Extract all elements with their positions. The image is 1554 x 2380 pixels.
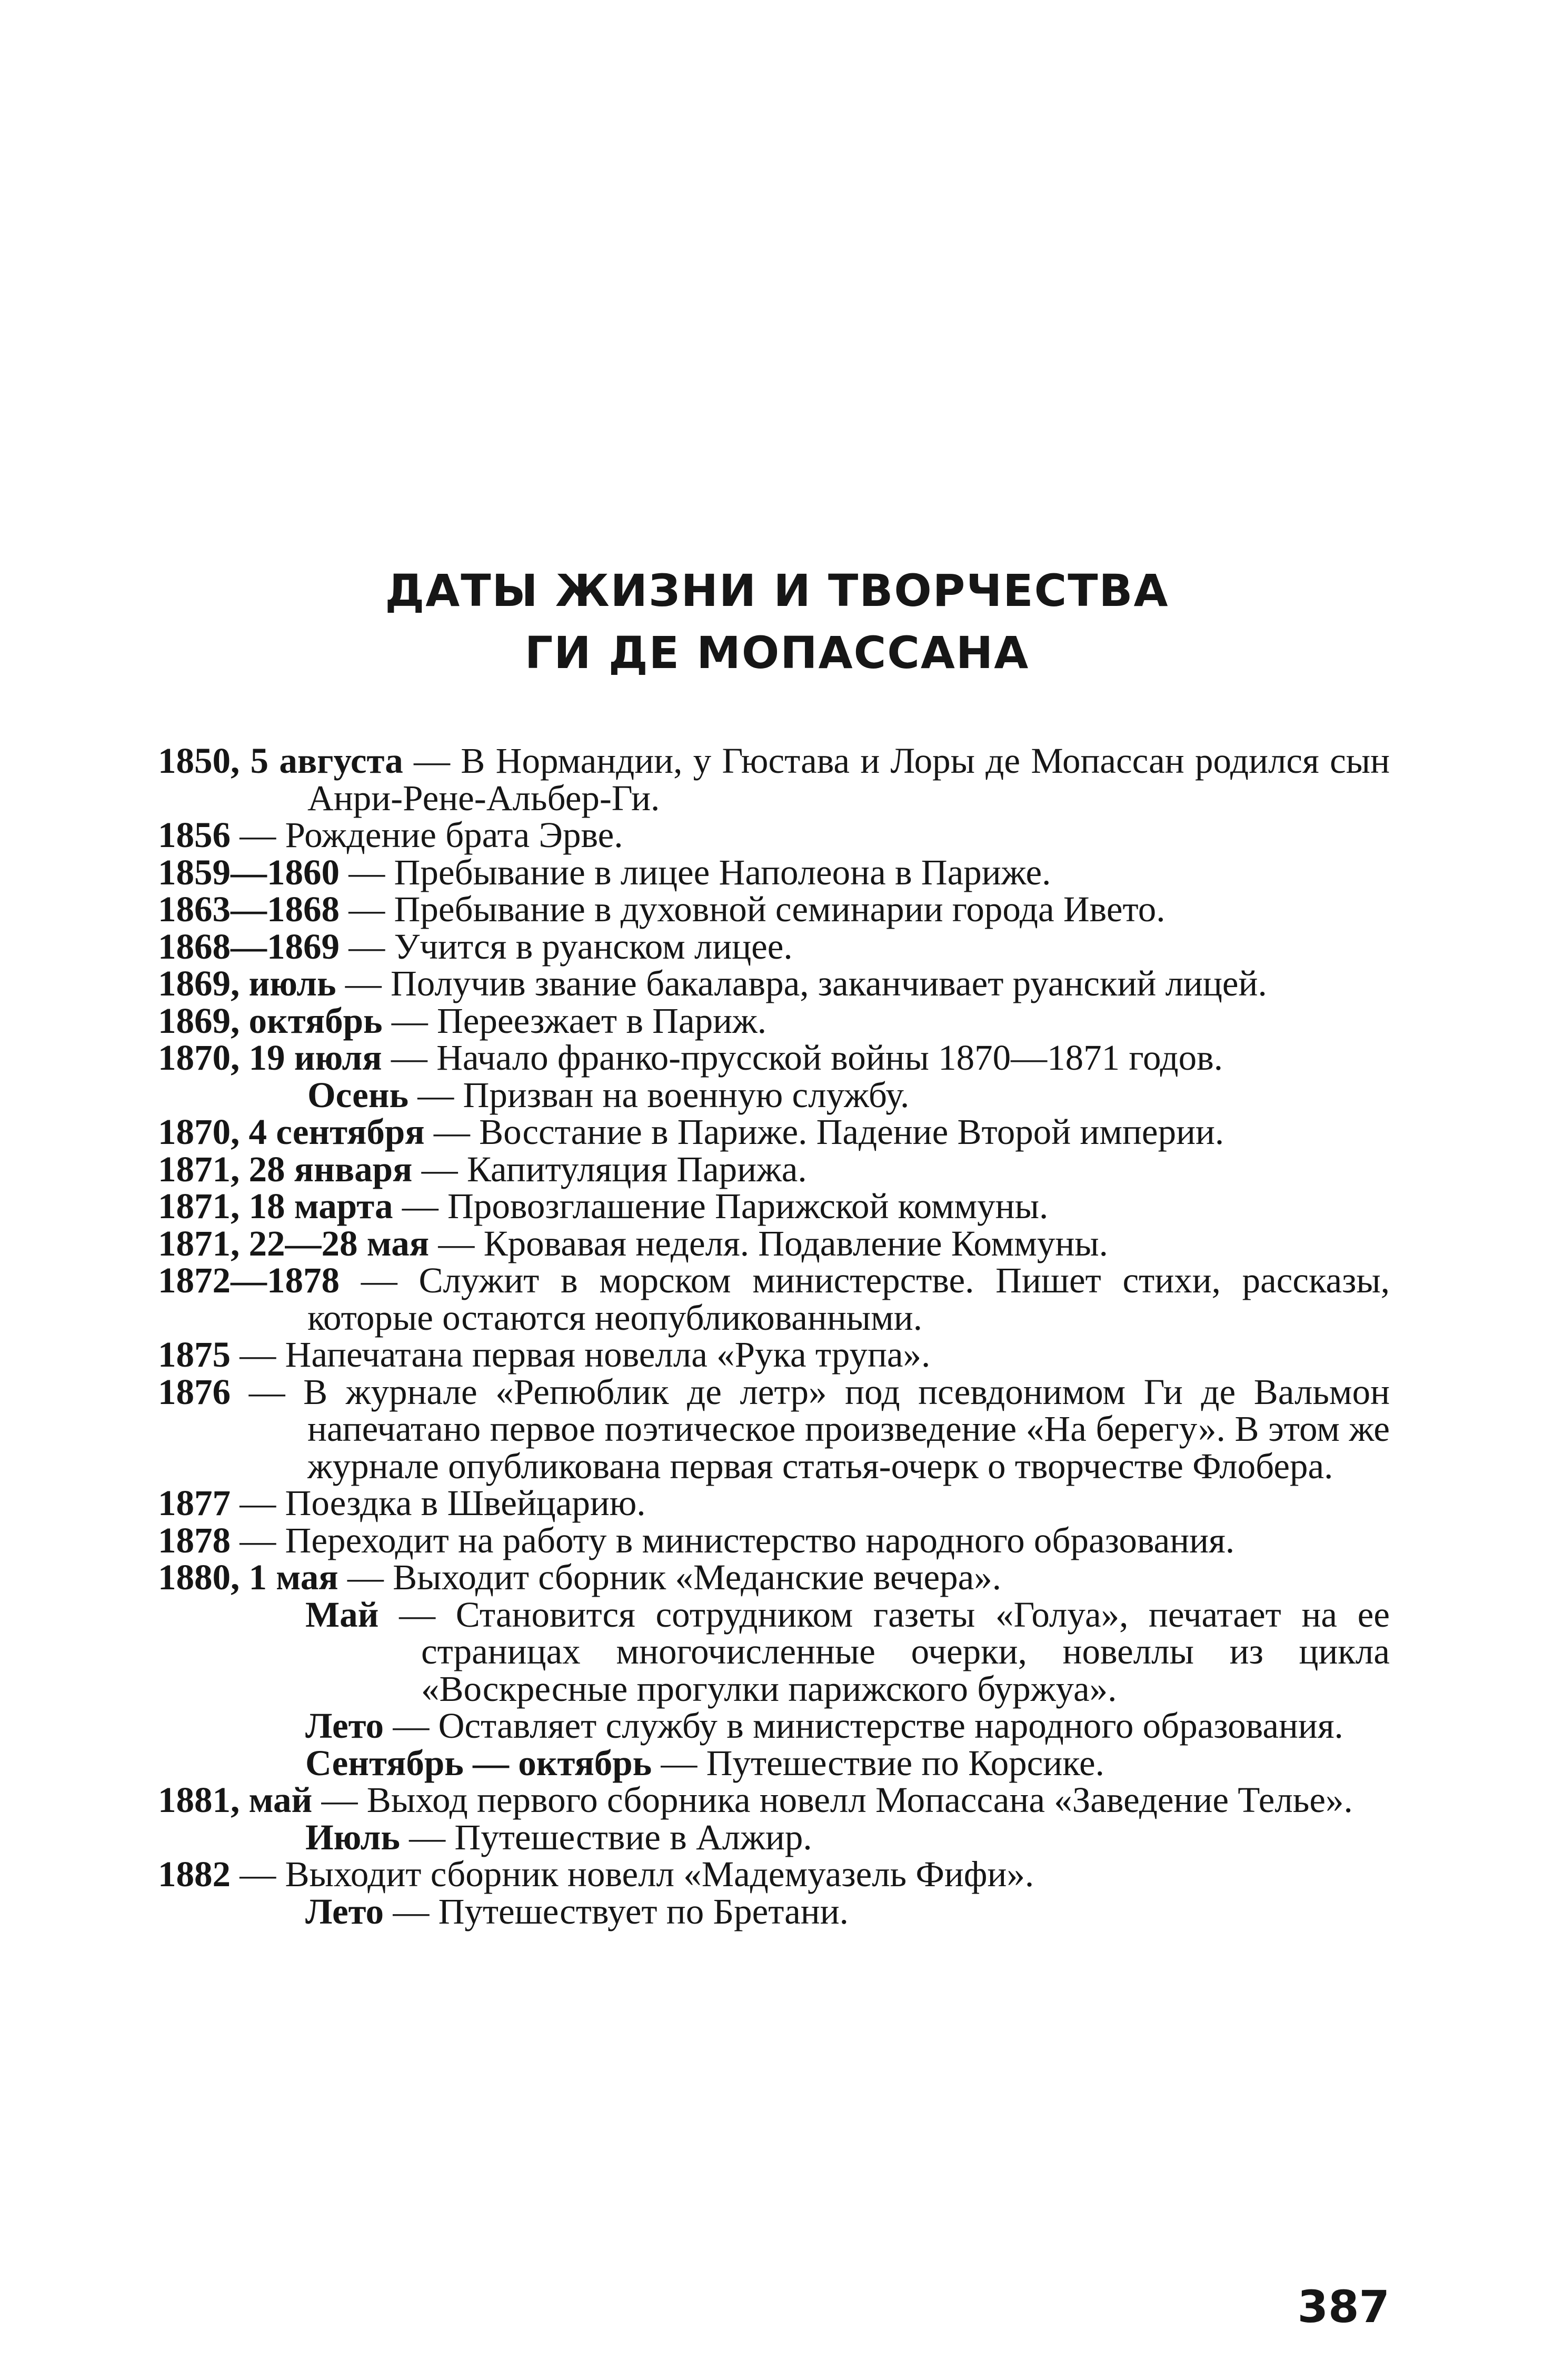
- chronology-entry: [158, 1781, 1390, 1819]
- entry-date: Сентябрь — октябрь: [305, 1742, 652, 1783]
- entry-date: 1875: [158, 1335, 231, 1375]
- chronology-entry: [158, 1336, 1390, 1373]
- chronology-entry: [158, 1262, 1390, 1336]
- entry-text: — Призван на военную службу.: [409, 1074, 910, 1115]
- entry-date: 1869, июль: [158, 963, 336, 1003]
- entry-text: — Оставляет службу в министерстве народного образования.: [384, 1706, 1343, 1746]
- entry-text: — Кровавая неделя. Подавление Коммуны.: [429, 1223, 1108, 1263]
- entry-text: — Пребывание в лицее Наполеона в Париже.: [340, 852, 1051, 892]
- entry-text: — Поездка в Швейцарию.: [231, 1483, 646, 1523]
- chronology-entry: [158, 1188, 1390, 1225]
- entry-text: — В Нормандии, у Гюстава и Лоры де Мопассан родился сын Анри-Рене-Альбер-Ги.: [307, 741, 1390, 818]
- entry-text: — Становится сотрудником газеты «Голуа», печатает на ее страницах многочисленные очерки, новеллы из цикла «Воскресные прогулки парижского буржуа».: [378, 1594, 1390, 1709]
- entry-date: Июль: [305, 1817, 400, 1857]
- chronology-subentry: [158, 1893, 1390, 1930]
- page-title-line-2: ГИ ДЕ МОПАССАНА: [524, 627, 1030, 679]
- chronology-entry: [158, 965, 1390, 1002]
- entry-date: 1870, 4 сентября: [158, 1112, 425, 1152]
- chronology-subentry: [158, 1742, 1390, 1783]
- chronology-entry: [158, 1113, 1390, 1151]
- entry-date: 1868—1869: [158, 926, 340, 967]
- entry-text: — Служит в морском министерстве. Пишет стихи, рассказы, которые остаются неопубликованными.: [307, 1260, 1390, 1338]
- chronology-entry: [158, 1856, 1390, 1893]
- entry-text: — Путешествует по Бретани.: [384, 1891, 849, 1931]
- page-title-line-1: ДАТЫ ЖИЗНИ И ТВОРЧЕСТВА: [385, 565, 1169, 616]
- entry-text: — Переходит на работу в министерство народного образования.: [231, 1520, 1235, 1560]
- chronology-entry: [158, 1002, 1390, 1040]
- entry-text: — Восстание в Париже. Падение Второй империи.: [424, 1112, 1224, 1152]
- entry-date: 1871, 22—28 мая: [158, 1223, 430, 1263]
- entry-text: — Путешествие по Корсике.: [652, 1742, 1104, 1783]
- chronology-entry: [158, 854, 1390, 891]
- entry-text: — Переезжает в Париж.: [382, 1000, 766, 1041]
- entry-date: 1882: [158, 1854, 231, 1894]
- chronology-entry: [158, 1559, 1390, 1596]
- entry-date: 1881, май: [158, 1780, 313, 1820]
- chronology-entry: [158, 742, 1390, 816]
- entry-date: 1856: [158, 815, 231, 855]
- chronology-subentry: [158, 1819, 1390, 1856]
- chronology-subentry: [158, 1596, 1390, 1708]
- entry-text: — Путешествие в Алжир.: [400, 1817, 812, 1857]
- entry-date: 1871, 28 января: [158, 1149, 413, 1189]
- chronology-entry: [158, 1039, 1390, 1077]
- entry-text: — Начало франко-прусской войны 1870—1871 годов.: [382, 1038, 1223, 1078]
- entry-date: 1880, 1 мая: [158, 1557, 338, 1597]
- chronology-entry: [158, 1151, 1390, 1188]
- chronology-subentry: [158, 1707, 1390, 1745]
- entry-text: — Получив звание бакалавра, заканчивает руанский лицей.: [336, 963, 1267, 1003]
- entry-date: Лето: [305, 1891, 384, 1931]
- entry-date: Осень: [307, 1074, 409, 1115]
- chronology-subentry: [158, 1074, 1390, 1115]
- entry-date: Май: [305, 1594, 379, 1635]
- entry-text: — Учится в руанском лицее.: [340, 926, 793, 967]
- chronology-list: [158, 742, 1390, 1930]
- entry-date: Лето: [305, 1706, 384, 1746]
- entry-date: 1878: [158, 1520, 231, 1560]
- entry-text: — Пребывание в духовной семинарии города Ивето.: [340, 889, 1166, 929]
- chronology-entry: [158, 928, 1390, 965]
- entry-text: — В журнале «Репюблик де летр» под псевдонимом Ги де Вальмон напечатано первое поэтическое произведение «На берегу». В этом же журнале опубликована первая статья-очерк о творчестве Флобера.: [231, 1371, 1390, 1486]
- entry-date: 1871, 18 марта: [158, 1186, 393, 1226]
- entry-date: 1877: [158, 1483, 231, 1523]
- page-number: 387: [1297, 2281, 1390, 2333]
- entry-text: — Провозглашение Парижской коммуны.: [393, 1186, 1049, 1226]
- chronology-entry: [158, 1485, 1390, 1522]
- entry-date: 1850, 5 августа: [158, 741, 403, 781]
- entry-text: — Выходит сборник новелл «Мадемуазель Фифи».: [231, 1854, 1034, 1894]
- entry-date: 1872—1878: [158, 1260, 340, 1300]
- entry-date: 1863—1868: [158, 889, 340, 929]
- chronology-entry: [158, 1522, 1390, 1559]
- chronology-entry: [158, 1225, 1390, 1262]
- entry-text: — Напечатана первая новелла «Рука трупа».: [231, 1335, 931, 1375]
- entry-text: — Выходит сборник «Меданские вечера».: [338, 1557, 1002, 1597]
- chronology-entry: [158, 1373, 1390, 1485]
- entry-date: 1876: [158, 1371, 231, 1412]
- entry-date: 1869, октябрь: [158, 1000, 383, 1041]
- entry-date: 1870, 19 июля: [158, 1038, 382, 1078]
- entry-text: — Капитуляция Парижа.: [412, 1149, 807, 1189]
- chronology-entry: [158, 816, 1390, 854]
- chronology-entry: [158, 891, 1390, 928]
- entry-text: — Выход первого сборника новелл Мопассана «Заведение Телье».: [312, 1780, 1353, 1820]
- entry-text: — Рождение брата Эрве.: [231, 815, 623, 855]
- entry-date: 1859—1860: [158, 852, 340, 892]
